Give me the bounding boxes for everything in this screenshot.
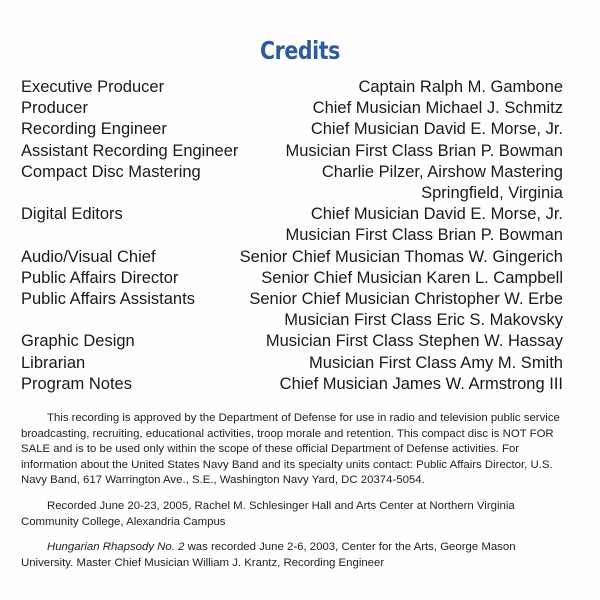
credit-names: [285, 141, 563, 162]
credit-name: Senior Chief Musician Thomas W. Gingerich: [239, 247, 563, 266]
credit-row: [21, 268, 563, 289]
rhapsody-paragraph: [21, 540, 568, 571]
credit-names: [261, 268, 563, 289]
credit-names: [285, 204, 563, 246]
credit-names: [309, 353, 563, 374]
credit-row: [21, 98, 563, 119]
credit-row: [21, 204, 563, 246]
notes-section: [21, 411, 568, 581]
credit-names: [249, 289, 563, 331]
credit-name: Musician First Class Stephen W. Hassay: [265, 332, 563, 351]
credit-role: Executive Producer: [21, 78, 165, 96]
credit-row: [21, 141, 563, 162]
credit-name: Springfield, Virginia: [421, 184, 563, 203]
rhapsody-title: Hungarian Rhapsody No. 2: [47, 541, 185, 554]
credit-names: [280, 374, 563, 395]
credit-role: Recording Engineer: [21, 120, 167, 139]
credit-row: [21, 77, 563, 98]
credit-role: Public Affairs Assistants: [21, 290, 195, 309]
credit-row: [21, 162, 563, 204]
approval-paragraph: This recording is approved by the Department of Defense for use in radio and television public service broadcasting, recruiting, educational activities, troop morale and retention. This compact disc is NOT FOR SALE and is to be used only within the scope of these official Department of Defense activities. For information about the United States Navy Band and its specialty units contact: Public Affairs Director, U.S. Navy Band, 617 Warrington Ave., S.E., Washington Navy Yard, DC 20374-5054.: [21, 412, 560, 487]
credit-names: [322, 162, 563, 204]
credit-name: Captain Ralph M. Gambone: [358, 78, 563, 96]
page-title: Credits: [260, 36, 340, 65]
credit-name: Chief Musician David E. Morse, Jr.: [310, 205, 563, 224]
credit-row: [21, 289, 563, 331]
credit-role: Compact Disc Mastering: [21, 162, 201, 181]
credit-name: Senior Chief Musician Christopher W. Erbe: [249, 290, 563, 309]
recording-info-paragraph: Recorded June 20-23, 2005, Rachel M. Schlesinger Hall and Arts Center at Northern Virginia Community College, Alexandria Campus: [21, 499, 515, 528]
credit-row: [21, 374, 563, 395]
credit-row: [21, 331, 563, 352]
credit-name: Musician First Class Eric S. Makovsky: [284, 311, 563, 330]
credit-role: Public Affairs Director: [21, 268, 179, 287]
credit-name: Chief Musician James W. Armstrong III: [279, 374, 563, 393]
rhapsody-details: was recorded June 2-6, 2003, Center for the Arts, George Mason University. Master Chief Musician William J. Krantz, Recording Engineer: [21, 541, 516, 569]
credit-role: Digital Editors: [21, 205, 123, 224]
credit-role: Producer: [21, 99, 88, 118]
credit-names: [313, 98, 563, 119]
credit-names: [358, 77, 563, 98]
credit-role: Assistant Recording Engineer: [21, 141, 239, 160]
credit-name: Musician First Class Brian P. Bowman: [285, 226, 563, 245]
credit-name: Charlie Pilzer, Airshow Mastering: [321, 162, 563, 181]
credit-name: Musician First Class Amy M. Smith: [309, 353, 563, 372]
credit-name: Senior Chief Musician Karen L. Campbell: [261, 268, 563, 287]
credit-name: Chief Musician Michael J. Schmitz: [312, 99, 563, 118]
credit-names: [311, 119, 563, 140]
credit-name: Musician First Class Brian P. Bowman: [285, 141, 563, 160]
credit-names: [240, 247, 563, 268]
credit-role: Audio/Visual Chief: [21, 247, 156, 266]
credit-role: Librarian: [21, 353, 86, 372]
credit-name: Chief Musician David E. Morse, Jr.: [310, 120, 563, 139]
credit-row: [21, 247, 563, 268]
credit-row: [21, 353, 563, 374]
credit-role: Graphic Design: [21, 332, 135, 351]
credit-role: Program Notes: [21, 374, 132, 393]
credit-row: [21, 119, 563, 140]
credits-list: [21, 77, 563, 395]
credit-names: [266, 331, 563, 352]
